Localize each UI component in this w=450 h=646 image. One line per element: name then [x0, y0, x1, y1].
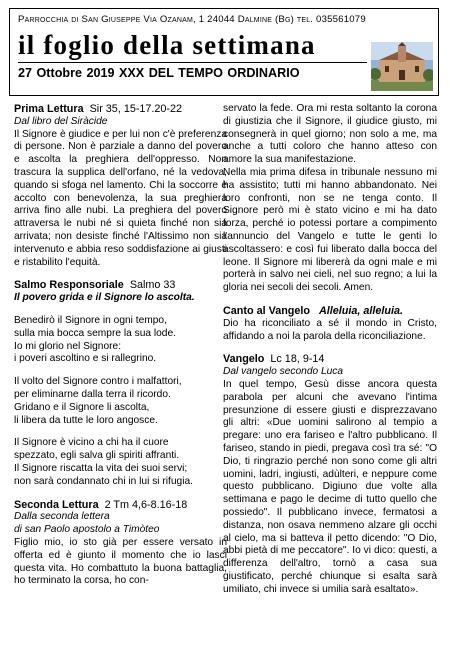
salmo-verse: Io mi glorio nel Signore: [14, 340, 122, 352]
salmo-verse: li libera da tutte le loro angosce. [14, 414, 158, 426]
seconda-lettura-continued: Nella mia prima difesa in tribunale nessuno mi ha assistito; tutti mi hanno abbandonato. Nei loro confronti, non se ne tenga conto. Il Signore però mi è stato vicino e mi ha dato forza, perché io potessi portare a compimento l'annuncio del Vangelo e tutte le genti lo ascoltassero: e così fui liberato dalla bocca del leone. Il Signore mi libererà da ogni male e mi porterà in salvo nei cieli, nel suo regno; a lui la gloria nei secoli dei secoli. Amen. [223, 166, 437, 294]
left-column [14, 103, 227, 588]
canto-alleluia: Alleluia, alleluia. [319, 304, 404, 317]
vangelo-title: Vangelo [223, 353, 265, 366]
salmo-verse: per eliminarne dalla terra il ricordo. [14, 388, 171, 400]
salmo-verse: non sarà condannato chi in lui si rifugia. [14, 475, 193, 487]
canto-heading [223, 305, 437, 318]
salmo-ref: Salmo 33 [129, 279, 176, 292]
salmo-verse: Benedirò il Signore in ogni tempo, [14, 314, 167, 326]
seconda-lettura-title: Seconda Lettura [14, 498, 99, 511]
vangelo-text: In quel tempo, Gesù disse ancora questa parabola per alcuni che avevano l'intima presunzione di essere giusti e disprezzavano gli altri: «Due uomini salirono al tempio a pregare: uno era fariseo e l'altro pubblicano. Il fariseo, stando in piedi, pregava così tra sé: "O Dio, ti ringrazio perché non sono come gli altri uomini, ladri, ingiusti, adùlteri, e neppure come questo pubblicano. Digiuno due volte alla settimana e pago le decime di tutto quello che possiedo". Il pubblicano invece, fermatosi a distanza, non osava nemmeno alzare gli occhi al cielo, ma si batteva il petto dicendo: "O Dio, abbi pietà di me peccatore". Io vi dico: questi, a differenza dell'altro, tornò a casa sua giustificato, perché chiunque si esalta sarà umiliato, chi invece si umilia sarà esaltato». [223, 378, 437, 595]
salmo-verse: Il volto del Signore contro i malfattori, [14, 376, 182, 388]
newsletter-title: il foglio della settimana [18, 30, 316, 60]
seconda-lettura-heading [14, 499, 227, 512]
church-photo-icon [371, 42, 433, 91]
prima-lettura-heading [14, 103, 227, 116]
seconda-lettura-ref: 2 Tm 4,6-8.16-18 [104, 498, 188, 511]
salmo-verse: sulla mia bocca sempre la sua lode. [14, 327, 176, 339]
header-divider [18, 62, 367, 63]
salmo-response: Il povero grida e il Signore lo ascolta. [14, 292, 195, 304]
salmo-verse: i poveri ascoltino e si rallegrino. [14, 353, 157, 365]
vangelo-ref: Lc 18, 9-14 [270, 353, 325, 366]
prima-lettura-source: Dal libro del Siràcide [14, 115, 108, 127]
liturgical-date: 27 Ottobre 2019 XXX DEL TEMPO ORDINARIO [18, 66, 300, 80]
salmo-verse: Il Signore è vicino a chi ha il cuore [14, 437, 169, 449]
parish-info: Parrocchia di San Giuseppe Via Ozanam, 1 24044 Dalmine (Bg) tel. 035561079 [18, 14, 366, 25]
seconda-lettura-text: Figlio mio, io sto già per essere versato in offerta ed è giunto il momento che io lasci questa vita. Ho combattuto la buona battaglia, ho terminato la corsa, ho con- [14, 536, 227, 587]
canto-text: Dio ha riconciliato a sé il mondo in Cristo, affidando a noi la parola della riconciliazione. [223, 317, 437, 342]
vangelo-source: Dal vangelo secondo Luca [223, 366, 344, 378]
salmo-heading [14, 279, 227, 292]
salmo-verse: Il Signore riscatta la vita dei suoi servi; [14, 462, 188, 474]
seconda-lettura-source: di san Paolo apostolo a Timòteo [14, 524, 160, 536]
prima-lettura-title: Prima Lettura [14, 103, 84, 115]
seconda-lettura-source: Dalla seconda lettera [14, 511, 110, 523]
prima-lettura-text: Il Signore è giudice e per lui non c'è preferenza di persone. Non è parziale a danno del povero e ascolta la preghiera dell'oppresso. Non trascura la supplica dell'orfano, né la vedova, quando si sfoga nel lamento. Chi la soccorre è accolto con benevolenza, la sua preghiera arriva fino alle nubi. La preghiera del povero attraversa le nubi né si quieta finché non sia arrivata; non desiste finché l'Altissimo non sia intervenuto e abbia reso soddisfazione ai giusti e ristabilito l'equità. [14, 128, 227, 268]
salmo-verse: Gridano e il Signore li ascolta, [14, 401, 150, 413]
salmo-title: Salmo Responsoriale [14, 279, 124, 292]
seconda-lettura-continued: servato la fede. Ora mi resta soltanto la corona di giustizia che il Signore, il giudice giusto, mi consegnerà in quel giorno; non solo a me, ma anche a tutti coloro che hanno atteso con amore la sua manifestazione. [223, 103, 437, 166]
salmo-verse: spezzato, egli salva gli spiriti affranti. [14, 450, 180, 462]
right-column [223, 103, 437, 596]
canto-title: Canto al Vangelo [223, 304, 310, 317]
vangelo-heading [223, 353, 437, 366]
prima-lettura-ref: Sir 35, 15-17.20-22 [89, 103, 183, 115]
